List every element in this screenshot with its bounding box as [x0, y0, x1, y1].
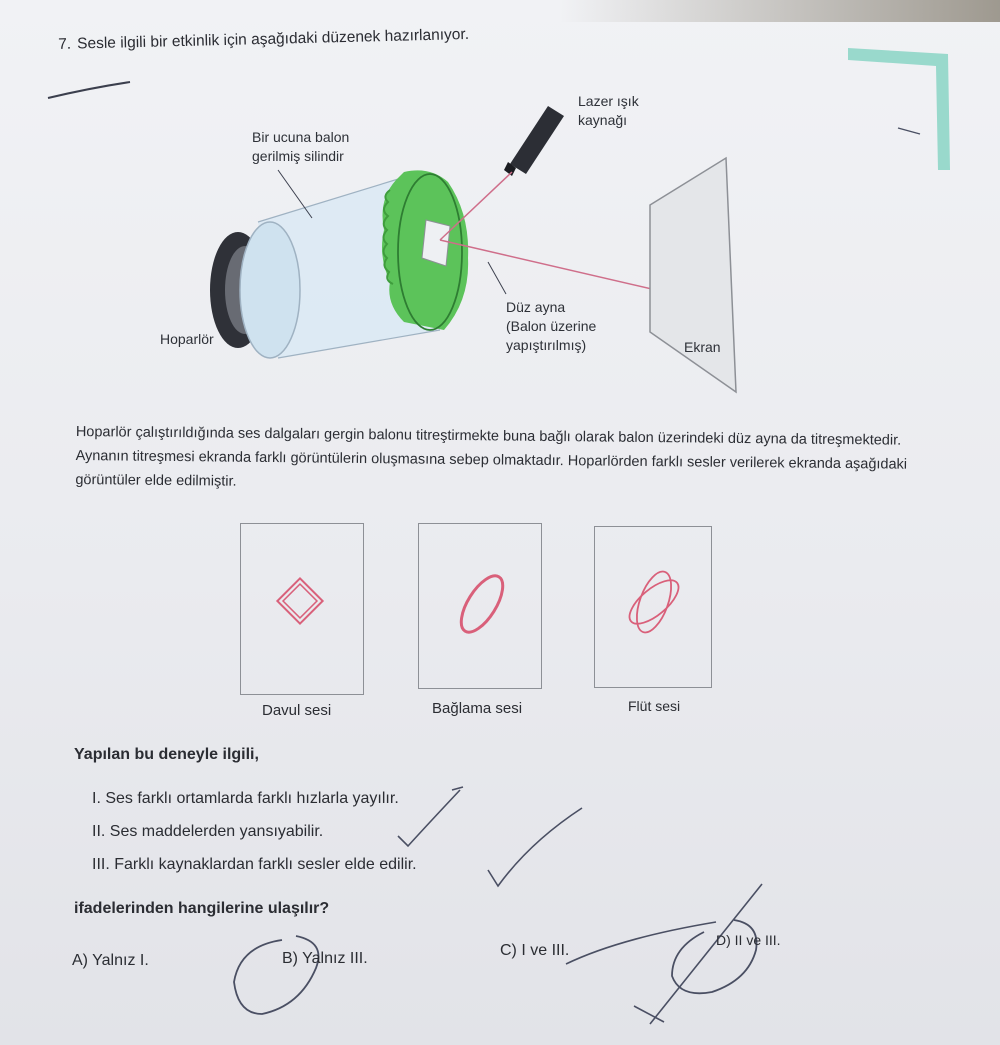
pen-mark-corner	[898, 128, 920, 134]
label-cylinder-line1: Bir ucuna balon	[252, 129, 350, 145]
label-mirror-line2: (Balon üzerine	[506, 318, 597, 334]
strike-line-option-d	[650, 884, 762, 1024]
screen-flut	[594, 526, 712, 688]
option-d[interactable]	[716, 932, 781, 948]
option-c[interactable]	[500, 942, 569, 960]
mirror-pointer-line	[488, 262, 506, 294]
label-screen: Ekran	[684, 339, 721, 355]
label-laser-line1: Lazer ışık	[578, 93, 639, 109]
option-b-letter: B)	[282, 950, 298, 967]
caption-baglama: Bağlama sesi	[432, 700, 523, 717]
caption-flut: Flüt sesi	[628, 698, 681, 714]
laser-beam-reflected	[440, 240, 682, 296]
option-b[interactable]	[282, 950, 368, 968]
label-laser	[578, 92, 639, 130]
option-c-text: I ve III.	[521, 942, 570, 959]
pen-tick-option-d	[634, 1006, 664, 1022]
description-paragraph: Hoparlör çalıştırıldığında ses dalgaları gergin balonu titreştirmekte buna bağlı olarak balon üzerindeki düz ayna da titreşmektedir. Aynanın titreşmesi ekranda farklı görüntülerin oluşmasına sebep olmaktadır. Hoparlörden farklı sesler verilerek ekranda aşağıdaki görüntüler elde edilmiştir.	[75, 423, 908, 490]
label-mirror-line1: Düz ayna	[506, 299, 566, 315]
option-d-text: II ve III.	[734, 932, 781, 948]
circle-mark-option-d	[672, 920, 757, 993]
option-b-text: Yalnız III.	[302, 950, 368, 967]
question-text: Sesle ilgili bir etkinlik için aşağıdaki düzenek hazırlanıyor.	[76, 25, 470, 53]
statement-3: III. Farklı kaynaklardan farklı sesler elde edilir.	[92, 856, 417, 873]
option-d-letter: D)	[716, 932, 731, 948]
label-mirror-line3: yapıştırılmış)	[506, 337, 587, 353]
pen-underline	[48, 82, 130, 98]
option-a[interactable]	[72, 952, 149, 970]
teal-corner-decoration	[848, 48, 950, 170]
checkmark-statement-3	[488, 808, 582, 886]
caption-davul: Davul sesi	[262, 702, 332, 719]
screen-baglama	[418, 523, 542, 689]
checkmark-statement-2	[398, 790, 460, 846]
label-speaker: Hoparlör	[160, 331, 214, 347]
option-c-letter: C)	[500, 942, 517, 959]
option-a-text: Yalnız I.	[92, 952, 149, 969]
question-prompt: ifadelerinden hangilerine ulaşılır?	[74, 900, 330, 917]
laser-icon	[504, 106, 564, 176]
statements-intro: Yapılan bu deneyle ilgili,	[74, 746, 259, 763]
mirror-icon	[422, 220, 450, 266]
label-cylinder	[252, 128, 349, 166]
label-laser-line2: kaynağı	[578, 112, 628, 128]
statement-1: I. Ses farklı ortamlarda farklı hızlarla yayılır.	[92, 790, 399, 807]
option-a-letter: A)	[72, 952, 88, 969]
screen-davul	[240, 523, 364, 695]
label-mirror	[506, 298, 596, 355]
circle-mark-option-b	[234, 936, 319, 1014]
question-number: 7.	[58, 35, 72, 53]
label-cylinder-line2: gerilmiş silindir	[252, 148, 344, 164]
pen-mark-statement-1	[452, 787, 463, 790]
statement-2: II. Ses maddelerden yansıyabilir.	[92, 823, 324, 840]
pen-line-option-c	[566, 922, 716, 964]
